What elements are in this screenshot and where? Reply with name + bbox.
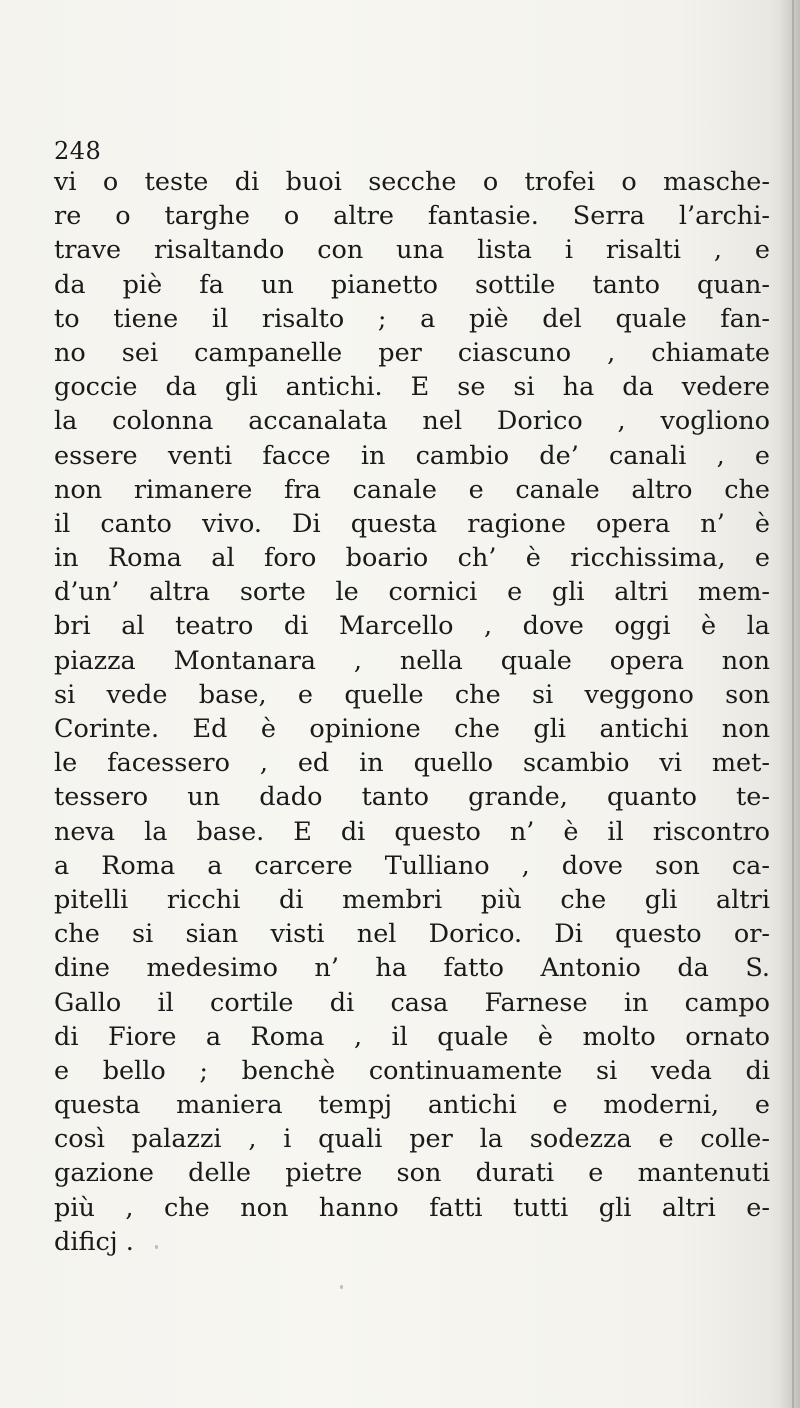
text-line: Gallo il cortile di casa Farnese in campo xyxy=(54,987,770,1018)
text-line: e bello ; benchè continuamente si veda di xyxy=(54,1055,770,1086)
text-line: piazza Montanara , nella quale opera non xyxy=(54,645,770,676)
text-line: la colonna accanalata nel Dorico , vogliono xyxy=(54,406,770,437)
text-line: trave risaltando con una lista i risalti , e xyxy=(54,235,770,266)
text-line: da piè fa un pianetto sottile tanto quan- xyxy=(54,269,770,300)
text-line: essere venti facce in cambio de’ canali , e xyxy=(54,440,770,471)
text-line: le facessero , ed in quello scambio vi met- xyxy=(54,748,770,779)
text-line: questa maniera tempj antichi e moderni, e xyxy=(54,1090,770,1121)
page-edge-line xyxy=(792,0,794,1408)
text-line: tessero un dado tanto grande, quanto te- xyxy=(54,782,770,813)
body-text xyxy=(54,165,770,1259)
text-line: d’un’ altra sorte le cornici e gli altri mem- xyxy=(54,577,770,608)
text-line: di Fiore a Roma , il quale è molto ornato xyxy=(54,1021,770,1052)
text-line: neva la base. E di questo n’ è il riscontro xyxy=(54,816,770,847)
text-line: Corinte. Ed è opinione che gli antichi non xyxy=(54,714,770,744)
text-line: non rimanere fra canale e canale altro che xyxy=(54,474,770,505)
text-line: goccie da gli antichi. E se si ha da vedere xyxy=(54,372,770,403)
text-line: a Roma a carcere Tulliano , dove son ca- xyxy=(54,850,770,881)
text-line: vi o teste di buoi secche o trofei o masche- xyxy=(54,167,770,197)
text-line: dificj . xyxy=(54,1226,134,1257)
text-line: bri al teatro di Marcello , dove oggi è la xyxy=(54,611,770,642)
text-line: si vede base, e quelle che si veggono son xyxy=(54,679,770,710)
text-line: in Roma al foro boario ch’ è ricchissima, e xyxy=(54,543,770,574)
text-line: dine medesimo n’ ha fatto Antonio da S. xyxy=(54,953,770,984)
text-line: pitelli ricchi di membri più che gli altri xyxy=(54,884,770,915)
page-number: 248 xyxy=(54,137,102,165)
text-line: re o targhe o altre fantasie. Serra l’archi- xyxy=(54,201,770,232)
text-line: che si sian visti nel Dorico. Di questo or- xyxy=(54,919,770,950)
text-line: così palazzi , i quali per la sodezza e colle- xyxy=(54,1124,770,1155)
page-edge-shadow xyxy=(778,0,800,1408)
text-line: più , che non hanno fatti tutti gli altri e- xyxy=(54,1192,770,1223)
text-line: gazione delle pietre son durati e mantenuti xyxy=(54,1158,770,1189)
text-line: no sei campanelle per ciascuno , chiamate xyxy=(54,337,770,368)
text-line: to tiene il risalto ; a piè del quale fan- xyxy=(54,303,770,334)
text-line: il canto vivo. Di questa ragione opera n’ è xyxy=(54,508,770,539)
paper-speck xyxy=(155,1245,158,1249)
paper-speck xyxy=(340,1285,343,1289)
